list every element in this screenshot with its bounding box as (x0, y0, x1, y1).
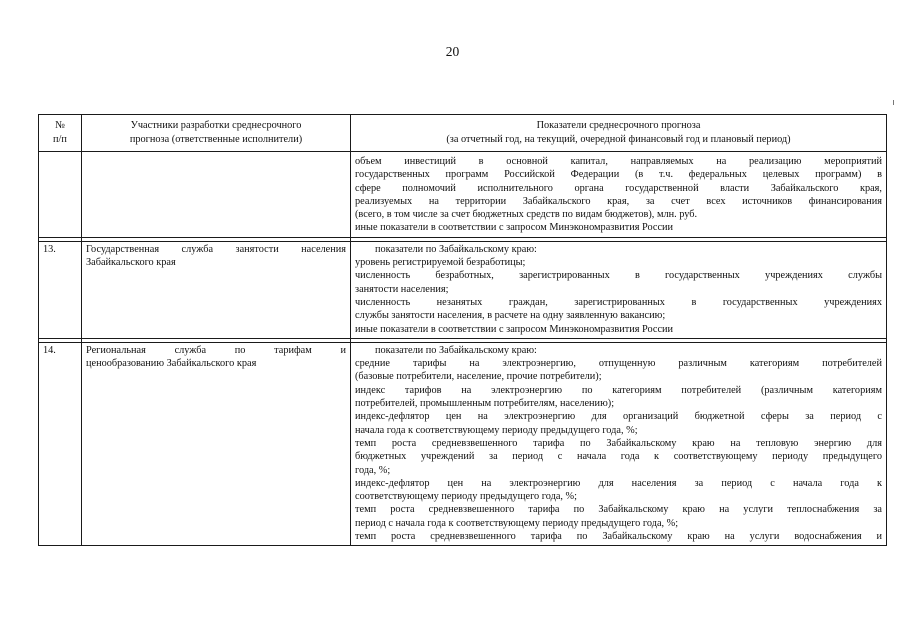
indicator-line: индекс-дефлятор цен на электроэнергию для населения за период с начала года к (355, 477, 882, 489)
table-header-row (39, 115, 887, 152)
row-number (39, 152, 82, 238)
row-participant (82, 152, 351, 238)
indicator-line: бюджетных учреждений за период с начала года к соответствующему периоду предыдущего (355, 451, 882, 463)
page-number: 20 (445, 44, 460, 59)
row-indicators (351, 152, 887, 238)
indicator-line: иные показатели в соответствии с запросом Минэкономразвития России (355, 222, 674, 234)
participant-line: ценообразованию Забайкальского края (86, 358, 257, 370)
indicator-line: сфере полномочий исполнительного органа государственной власти Забайкальского края, (355, 182, 882, 194)
participant-line: Региональная служба по тарифам и (86, 344, 346, 356)
indicator-line: иные показатели в соответствии с запросом Минэкономразвития России (355, 323, 674, 335)
indicator-line: индекс-дефлятор цен на электроэнергию для организаций бюджетной сферы за период с (355, 411, 882, 423)
indicator-line: года, %; (355, 464, 391, 476)
indicator-line: темп роста средневзвешенного тарифа по Забайкальскому краю на услуги водоснабжения и (355, 531, 882, 543)
indicator-line: период с начала года к соответствующему периоду предыдущего года, %; (355, 517, 679, 529)
indicator-line: показатели по Забайкальскому краю: (375, 243, 537, 255)
table-row (39, 342, 887, 545)
header-number-line: № (55, 120, 65, 131)
indicator-line: занятости населения; (355, 283, 449, 295)
indicator-line: средние тарифы на электроэнергию, отпущенную различным категориям потребителей (355, 358, 882, 370)
indicator-line: потребителей, промышленным потребителям, населению); (355, 398, 615, 410)
indicator-line: государственных программ Российской Федерации (в т.ч. федеральных целевых программ) в (355, 169, 882, 181)
indicator-line: (базовые потребители, население, прочие потребители); (355, 371, 602, 383)
indicator-line: службы занятости населения, в расчете на одну заявленную вакансию; (355, 310, 666, 322)
scan-edge-mark (893, 100, 894, 105)
indicator-line: численность безработных, зарегистрированных в государственных учреждениях службы (355, 270, 882, 282)
indicator-line: показатели по Забайкальскому краю: (375, 344, 537, 356)
indicator-line: (всего, в том числе за счет бюджетных средств по видам бюджетов), млн. руб. (355, 209, 698, 221)
header-number (39, 115, 82, 152)
participant-line: Забайкальского края (86, 257, 176, 269)
header-number-line: п/п (53, 134, 67, 145)
header-participants-line: прогноза (ответственные исполнители) (129, 134, 303, 145)
header-indicators-line: Показатели среднесрочного прогноза (536, 120, 701, 131)
header-participants (82, 115, 351, 152)
indicator-line: уровень регистрируемой безработицы; (355, 257, 526, 269)
header-indicators (351, 115, 887, 152)
row-participant (82, 342, 351, 545)
indicator-line: объем инвестиций в основной капитал, направляемых на реализацию мероприятий (355, 156, 882, 167)
indicator-line: темп роста средневзвешенного тарифа по Забайкальскому краю на тепловую энергию для (355, 437, 882, 449)
table-row (39, 241, 887, 338)
row-participant (82, 241, 351, 338)
row-indicators (351, 342, 887, 545)
header-participants-line: Участники разработки среднесрочного (130, 120, 302, 131)
forecast-participants-table (38, 114, 887, 546)
indicator-line: индекс тарифов на электроэнергию по категориям потребителей (различным категориям (355, 384, 882, 396)
indicator-line: соответствующему периоду предыдущего года, %; (355, 491, 577, 503)
row-indicators (351, 241, 887, 338)
header-indicators-line: (за отчетный год, на текущий, очередной финансовый год и плановый период) (446, 134, 791, 145)
indicator-line: реализуемых на территории Забайкальского края, за счет всех источников финансирования (355, 195, 882, 207)
row-number: 14. (39, 342, 82, 545)
indicator-line: темп роста средневзвешенного тарифа по Забайкальскому краю на услуги теплоснабжения за (355, 504, 882, 516)
participant-line: Государственная служба занятости населения (86, 243, 346, 255)
table-row (39, 152, 887, 238)
indicator-line: начала года к соответствующему периоду предыдущего года, %; (355, 424, 638, 436)
row-number: 13. (39, 241, 82, 338)
indicator-line: численность незанятых граждан, зарегистрированных в государственных учреждениях (355, 296, 882, 308)
